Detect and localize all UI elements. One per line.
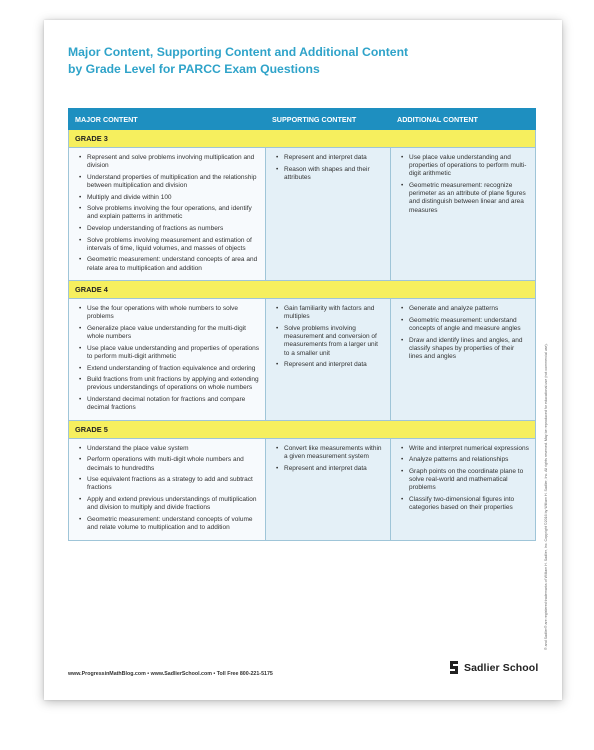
grade-label: GRADE 3: [69, 130, 536, 148]
supporting-content-cell: [266, 148, 391, 281]
major-content-cell: [69, 299, 266, 421]
major-content-cell: [69, 438, 266, 540]
supporting-content-list: [272, 305, 384, 369]
list-item: • Represent and solve problems involving multiplication and division: [87, 154, 259, 170]
additional-content-list: [397, 154, 529, 215]
copyright-note: ® and Sadlier® are registered trademarks of William H. Sadlier, Inc. Copyright ©2016 by William H. Sadlier, Inc. All rights reserved. May be reproduced for educational use (not commercial use).: [544, 343, 548, 650]
supporting-content-list: [272, 445, 384, 473]
grade-row: [69, 130, 536, 148]
list-item: • Solve problems involving measurement and estimation of intervals of time, liquid volumes, and masses of objects: [87, 237, 259, 253]
additional-content-list: [397, 445, 529, 513]
additional-content-cell: [391, 299, 536, 421]
sadlier-logo: [448, 660, 538, 675]
list-item: • Understand properties of multiplication and the relationship between multiplication and division: [87, 174, 259, 190]
title-line-1: Major Content, Supporting Content and Additional Content: [68, 45, 409, 59]
list-item: • Represent and interpret data: [284, 465, 384, 473]
list-item: • Geometric measurement: understand concepts of volume and relate volume to multiplication and to addition: [87, 516, 259, 532]
title-line-2: by Grade Level for PARCC Exam Questions: [68, 62, 320, 76]
list-item: • Understand the place value system: [87, 445, 259, 453]
list-item: • Geometric measurement: recognize perimeter as an attribute of plane figures and distinguish between linear and area measures: [409, 182, 529, 215]
list-item: • Analyze patterns and relationships: [409, 456, 529, 464]
list-item: • Convert like measurements within a given measurement system: [284, 445, 384, 461]
major-content-list: [75, 445, 259, 532]
grade-label: GRADE 4: [69, 281, 536, 299]
list-item: • Use place value understanding and properties of operations to perform multi-digit arithmetic: [409, 154, 529, 179]
list-item: • Use equivalent fractions as a strategy to add and subtract fractions: [87, 476, 259, 492]
list-item: • Use place value understanding and properties of operations to perform multi-digit arithmetic: [87, 345, 259, 361]
list-item: • Geometric measurement: understand concepts of angle and measure angles: [409, 317, 529, 333]
list-item: • Represent and interpret data: [284, 361, 384, 369]
additional-content-cell: [391, 438, 536, 540]
list-item: • Extend understanding of fraction equivalence and ordering: [87, 365, 259, 373]
list-item: • Reason with shapes and their attributes: [284, 166, 384, 182]
content-table: [68, 108, 536, 541]
grade-row: [69, 281, 536, 299]
list-item: • Solve problems involving measurement and conversion of measurements from a larger unit to a smaller unit: [284, 325, 384, 358]
grade-label: GRADE 5: [69, 420, 536, 438]
grade-row: [69, 420, 536, 438]
list-item: • Represent and interpret data: [284, 154, 384, 162]
list-item: • Understand decimal notation for fractions and compare decimal fractions: [87, 396, 259, 412]
supporting-content-cell: [266, 438, 391, 540]
list-item: • Build fractions from unit fractions by applying and extending previous understandings of operations on whole numbers: [87, 376, 259, 392]
list-item: • Multiply and divide within 100: [87, 194, 259, 202]
supporting-content-cell: [266, 299, 391, 421]
grade-content-row: [69, 299, 536, 421]
list-item: • Develop understanding of fractions as numbers: [87, 225, 259, 233]
major-content-list: [75, 154, 259, 273]
list-item: • Classify two-dimensional figures into categories based on their properties: [409, 496, 529, 512]
list-item: • Graph points on the coordinate plane to solve real-world and mathematical problems: [409, 468, 529, 493]
list-item: • Generalize place value understanding for the multi-digit whole numbers: [87, 325, 259, 341]
list-item: • Write and interpret numerical expressions: [409, 445, 529, 453]
supporting-content-list: [272, 154, 384, 182]
list-item: • Solve problems involving the four operations, and identify and explain patterns in arithmetic: [87, 205, 259, 221]
list-item: • Apply and extend previous understandings of multiplication and division to multiply and divide fractions: [87, 496, 259, 512]
grade-content-row: [69, 438, 536, 540]
list-item: • Geometric measurement: understand concepts of area and relate area to multiplication and addition: [87, 256, 259, 272]
table-header-row: [69, 109, 536, 130]
sadlier-logo-icon: [448, 660, 460, 675]
column-header-major: MAJOR CONTENT: [69, 109, 266, 130]
list-item: • Gain familiarity with factors and multiples: [284, 305, 384, 321]
list-item: • Perform operations with multi-digit whole numbers and decimals to hundredths: [87, 456, 259, 472]
additional-content-cell: [391, 148, 536, 281]
list-item: • Use the four operations with whole numbers to solve problems: [87, 305, 259, 321]
footer-links: www.ProgressinMathBlog.com • www.SadlierSchool.com • Toll Free 800-221-5175: [68, 671, 273, 677]
worksheet-page: [44, 20, 562, 700]
grade-content-row: [69, 148, 536, 281]
logo-text: Sadlier School: [464, 661, 539, 674]
additional-content-list: [397, 305, 529, 361]
page-title: [68, 44, 468, 78]
major-content-cell: [69, 148, 266, 281]
list-item: • Draw and identify lines and angles, and classify shapes by properties of their lines and angles: [409, 337, 529, 362]
column-header-additional: ADDITIONAL CONTENT: [391, 109, 536, 130]
column-header-supporting: SUPPORTING CONTENT: [266, 109, 391, 130]
list-item: • Generate and analyze patterns: [409, 305, 529, 313]
major-content-list: [75, 305, 259, 412]
